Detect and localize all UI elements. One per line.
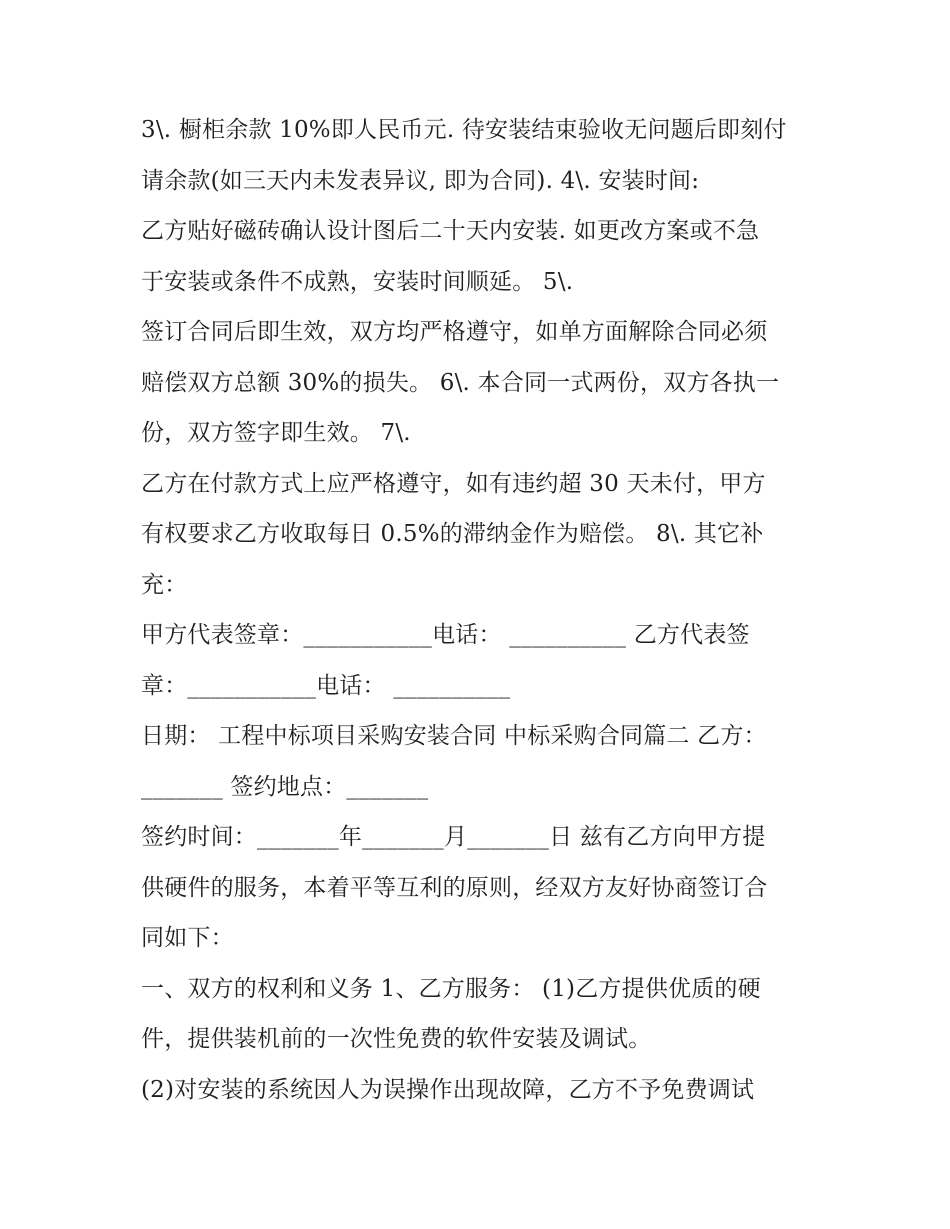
text-line: 乙方贴好磁砖确认设计图后二十天内安装. 如更改方案或不急 [141, 218, 760, 244]
text-line: 签约时间：_______年_______月_______日 兹有乙方向甲方提 [141, 824, 766, 850]
text-line: 于安装或条件不成熟，安装时间顺延。 5\. [141, 268, 574, 295]
text-line: 充： [141, 571, 188, 598]
document-body [141, 105, 821, 1115]
text-line: 有权要求乙方收取每日 0.5%的滞纳金作为赔偿。 8\. 其它补 [141, 521, 764, 547]
signature-line: 甲方代表签章：___________电话： __________ 乙方代表签 [141, 622, 750, 648]
text-line: 件，提供装机前的一次性免费的软件安装及调试。 [141, 1026, 652, 1052]
text-line: 供硬件的服务，本着平等互利的原则，经双方友好协商签订合 [141, 874, 768, 901]
text-line: 乙方在付款方式上应严格遵守，如有违约超 30 天未付，甲方 [141, 470, 766, 497]
text-line: 请余款(如三天内未发表异议, 即为合同). 4\. 安装时间: [141, 167, 700, 194]
text-line: 份，双方签字即生效。 7\. [141, 420, 411, 446]
text-line: 一、双方的权利和义务 1、乙方服务： (1)乙方提供优质的硬 [141, 975, 761, 1002]
text-line: 同如下： [141, 925, 234, 951]
text-line: 3\. 橱柜余款 10%即人民币元. 待安装结束验收无问题后即刻付 [141, 117, 787, 143]
text-line: 日期： 工程中标项目采购安装合同 中标采购合同篇二 乙方： [141, 723, 767, 749]
text-line: (2)对安装的系统因人为误操作出现故障，乙方不予免费调试 [141, 1076, 755, 1103]
text-line: 赔偿双方总额 30%的损失。 6\. 本合同一式两份，双方各执一 [141, 369, 780, 396]
text-line: _______ 签约地点：_______ [141, 773, 429, 800]
text-line: 签订合同后即生效，双方均严格遵守，如单方面解除合同必须 [141, 319, 768, 345]
signature-line: 章：___________电话： __________ [141, 672, 511, 699]
